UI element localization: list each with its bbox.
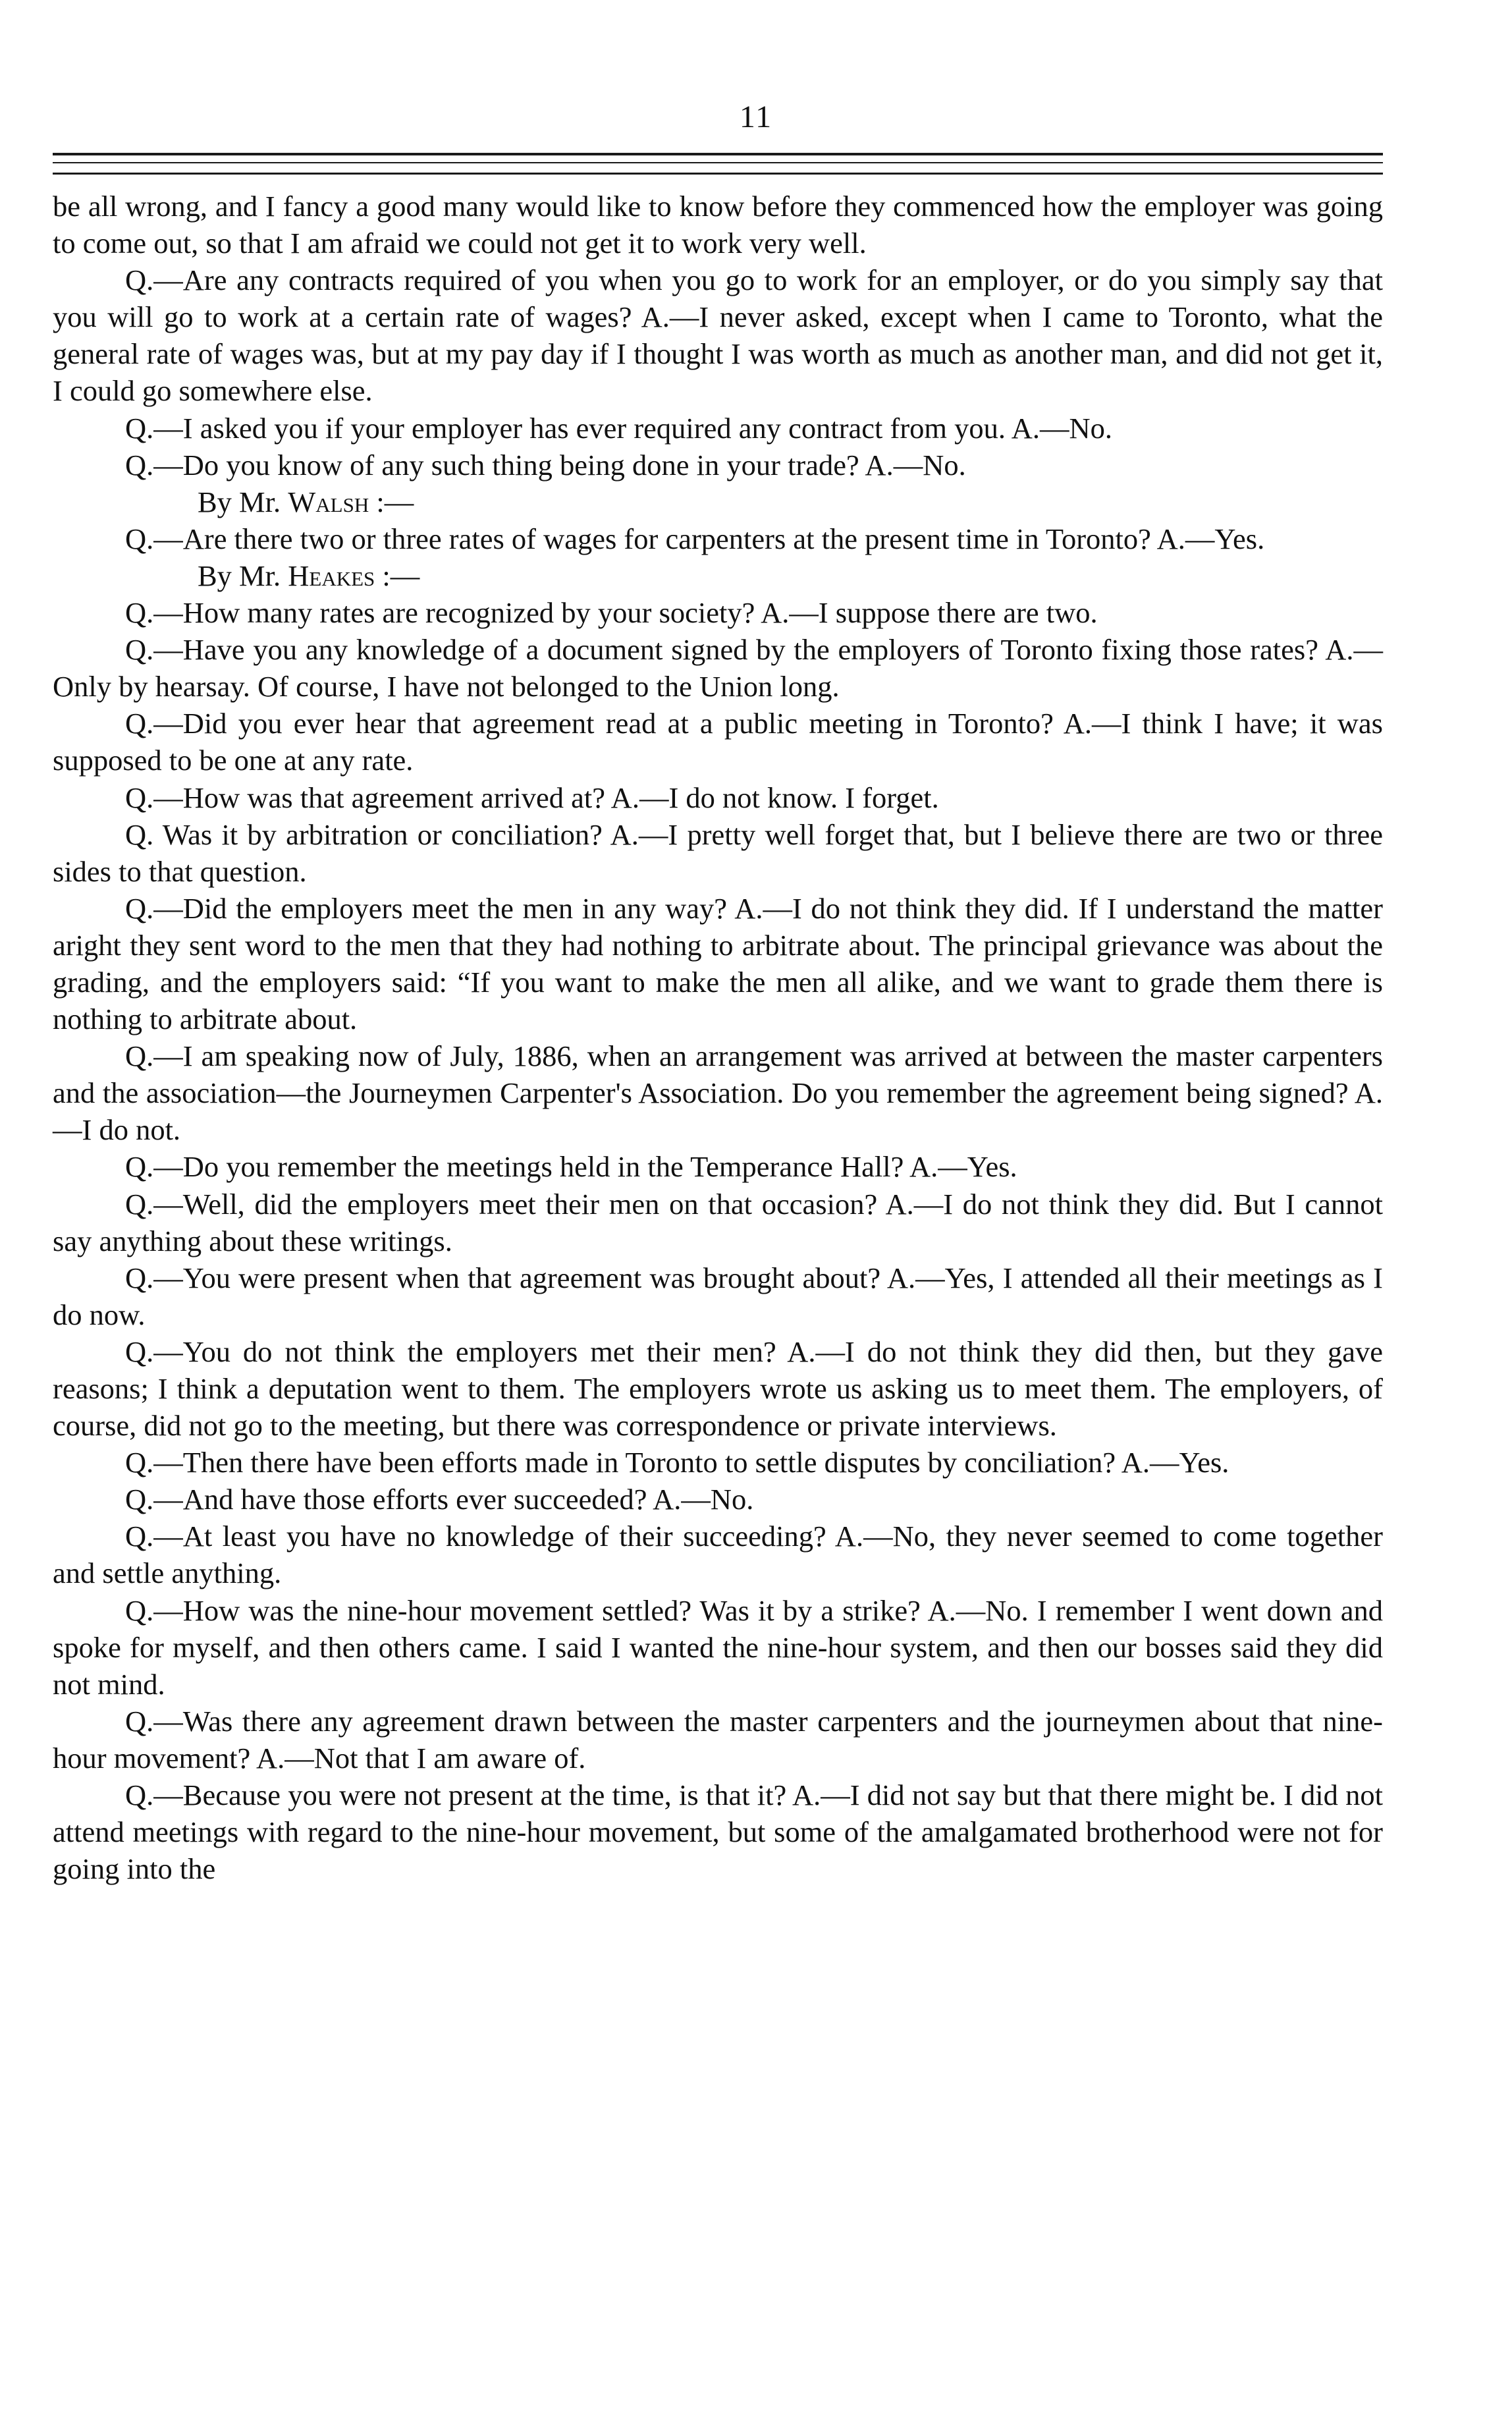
- testimony-paragraph: Q.—I am speaking now of July, 1886, when an arrangement was arrived at between the master carpenters and the association—the Journeymen Carpenter's Association. Do you remember the agreement being signed? A.—I do not.: [53, 1039, 1383, 1147]
- header-rule: [53, 162, 1383, 163]
- testimony-paragraph: Q.—Do you know of any such thing being done in your trade? A.—No.: [125, 448, 966, 482]
- page-number: 11: [739, 99, 773, 134]
- examiner-heading: By Mr. Heakes :—: [198, 559, 420, 592]
- examiner-heading: By Mr. Walsh :—: [198, 485, 414, 518]
- testimony-paragraph: Q.—Have you any knowledge of a document signed by the employers of Toronto fixing those rates? A.—Only by hearsay. Of course, I have not belonged to the Union long.: [53, 633, 1383, 703]
- testimony-paragraph: Q.—You were present when that agreement was brought about? A.—Yes, I attended all their meetings as I do now.: [53, 1261, 1383, 1331]
- testimony-paragraph: be all wrong, and I fancy a good many would like to know before they commenced how the employer was going to come out, so that I am afraid we could not get it to work very well.: [53, 190, 1383, 260]
- header-rule: [53, 153, 1383, 155]
- testimony-paragraph: Q.—Then there have been efforts made in Toronto to settle disputes by conciliation? A.—Yes.: [125, 1446, 1229, 1479]
- testimony-paragraph: Q.—Do you remember the meetings held in the Temperance Hall? A.—Yes.: [125, 1150, 1017, 1184]
- testimony-paragraph: Q. Was it by arbitration or conciliation? A.—I pretty well forget that, but I believe there are two or three sides to that question.: [53, 817, 1383, 888]
- testimony-paragraph: Q.—You do not think the employers met their men? A.—I do not think they did then, but they gave reasons; I think a deputation went to them. The employers wrote us asking us to meet them. The employers, of course, did not go to the meeting, but there was correspondence or private interviews.: [53, 1335, 1383, 1443]
- testimony-text: [53, 188, 1383, 1887]
- testimony-paragraph: Q.—Well, did the employers meet their men on that occasion? A.—I do not think they did. But I cannot say anything about these writings.: [53, 1187, 1383, 1257]
- testimony-paragraph: Q.—At least you have no knowledge of their succeeding? A.—No, they never seemed to come together and settle anything.: [53, 1520, 1383, 1590]
- testimony-paragraph: Q.—Because you were not present at the time, is that it? A.—I did not say but that there might be. I did not attend meetings with regard to the nine-hour movement, but some of the amalgamated brotherhood were not for going into the: [53, 1778, 1383, 1886]
- testimony-paragraph: Q.—How was the nine-hour movement settled? Was it by a strike? A.—No. I remember I went down and spoke for myself, and then others came. I said I wanted the nine-hour system, and then our bosses said they did not mind.: [53, 1593, 1383, 1701]
- testimony-paragraph: Q.—Did you ever hear that agreement read at a public meeting in Toronto? A.—I think I have; it was supposed to be one at any rate.: [53, 707, 1383, 777]
- testimony-paragraph: Q.—Are any contracts required of you when you go to work for an employer, or do you simply say that you will go to work at a certain rate of wages? A.—I never asked, except when I came to Toronto, what the general rate of wages was, but at my pay day if I thought I was worth as much as another man, and did not get it, I could go somewhere else.: [53, 263, 1383, 408]
- testimony-paragraph: Q.—Did the employers meet the men in any way? A.—I do not think they did. If I understand the matter aright they sent word to the men that they had nothing to arbitrate about. The principal grievance was about the grading, and the employers said: “If you want to make the men all alike, and we want to grade them there is nothing to arbitrate about.: [53, 891, 1383, 1036]
- header-rule: [53, 173, 1383, 175]
- testimony-paragraph: Q.—I asked you if your employer has ever required any contract from you. A.—No.: [125, 411, 1112, 445]
- testimony-paragraph: Q.—Was there any agreement drawn between the master carpenters and the journeymen about that nine-hour movement? A.—Not that I am aware of.: [53, 1704, 1383, 1775]
- testimony-paragraph: Q.—How many rates are recognized by your society? A.—I suppose there are two.: [125, 596, 1098, 630]
- testimony-paragraph: Q.—And have those efforts ever succeeded? A.—No.: [125, 1483, 754, 1516]
- testimony-paragraph: Q.—Are there two or three rates of wages for carpenters at the present time in Toronto? A.—Yes.: [125, 522, 1265, 555]
- testimony-paragraph: Q.—How was that agreement arrived at? A.—I do not know. I forget.: [125, 781, 939, 814]
